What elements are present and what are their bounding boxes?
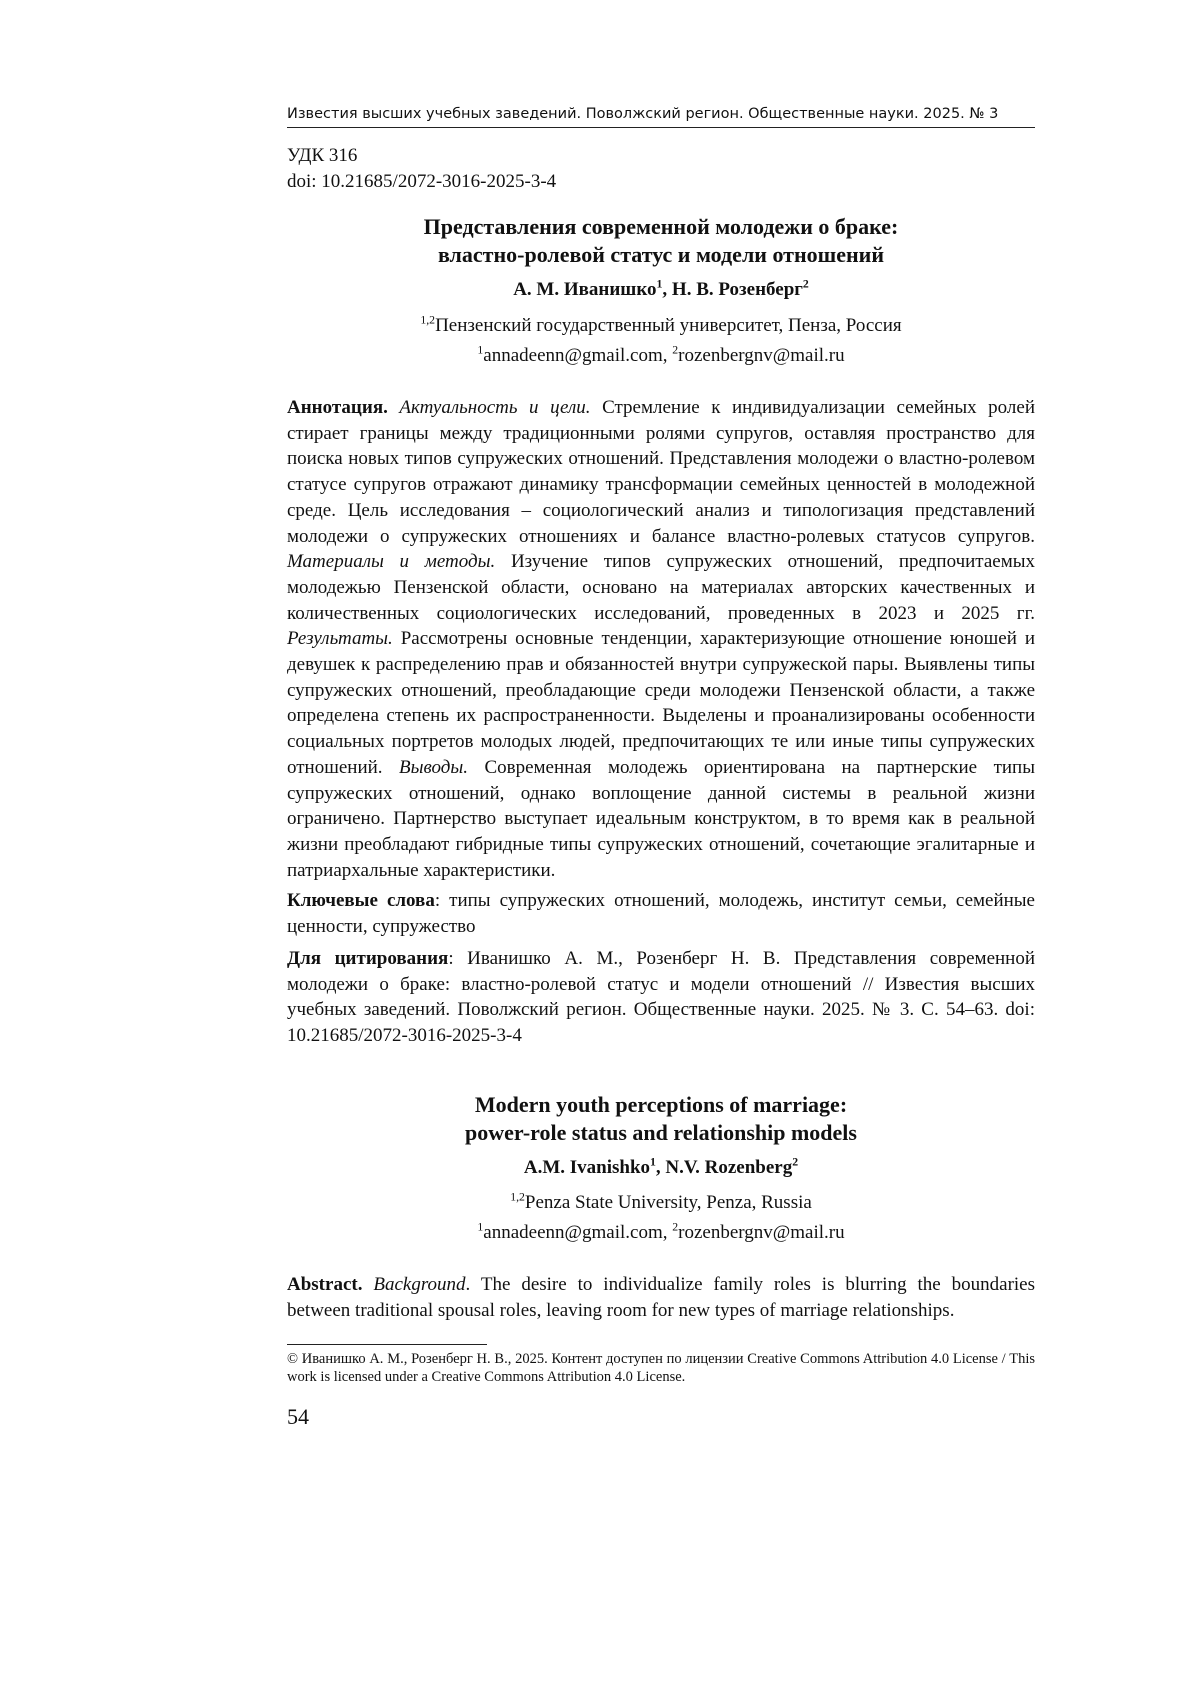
affiliation-ru-text: Пензенский государственный университет, Пенза, Россия (435, 315, 902, 336)
abstract-ru-methods-label: Материалы и методы. (287, 551, 496, 573)
author2-en: N.V. Rozenberg (665, 1157, 793, 1178)
abstract-en-label: Abstract. (287, 1274, 363, 1295)
footnote-divider (287, 1344, 487, 1345)
author2-ru-sup: 2 (802, 277, 809, 291)
abstract-ru-bg-text: Стремление к индивидуализации семейных ролей стирает границы между традиционными ролями супругов, оставляя пространство для поиска новых типов супружеских отношений. Представления молодежи о властно-ролевом статусе супругов отражают динамику трансформации семейных ценностей в молодежной среде. Цель исследования – социологический анализ и типологизация представлений молодежи о супружеских отношениях и балансе властно-ролевых статусов супругов. (287, 397, 1035, 547)
authors-en (287, 1156, 1035, 1180)
citation-ru-text: : Иванишко А. М., Розенберг Н. В. Представления современной молодежи о браке: властно-ролевой статус и модели отношений // Известия высших учебных заведений. Поволжский регион. Общественные науки. 2025. № 3. С. 54–63. doi: 10.21685/2072-3016-2025-3-4 (287, 948, 1036, 1047)
author1-ru-sup: 1 (656, 277, 663, 291)
abstract-ru-conclusions-label: Выводы. (399, 756, 468, 778)
keywords-ru-text: : типы супружеских отношений, молодежь, институт семьи, семейные ценности, супружество (287, 890, 1035, 937)
article-title-en (287, 1091, 1035, 1147)
license-footnote: © Иванишко А. М., Розенберг Н. В., 2025. Контент доступен по лицензии Creative Commons Attribution 4.0 License / This work is licensed under a Creative Commons Attribution 4.0 License. (287, 1351, 1035, 1385)
authors-ru (287, 278, 1035, 302)
keywords-ru-label: Ключевые слова (287, 890, 435, 911)
abstract-ru-conclusions-text: Современная молодежь ориентирована на партнерские типы супружеских отношений, однако воплощение данной системы в реальной жизни ограничено. Партнерство выступает идеальным конструктом, в то время как в реальной жизни преобладают гибридные типы супружеских отношений, сочетающие эгалитарные и патриархальные характеристики. (287, 756, 1035, 881)
abstract-en (287, 1272, 1035, 1323)
abstract-ru-bg-label: Актуальность и цели. (399, 397, 591, 418)
affiliation-en (287, 1188, 1035, 1218)
author1-en-sup: 1 (650, 1155, 656, 1169)
author2-ru: Н. В. Розенберг (671, 279, 803, 300)
email2-en-sup: 2 (672, 1220, 679, 1234)
emails-ru (287, 341, 1035, 371)
running-header: Известия высших учебных заведений. Поволжский регион. Общественные науки. 2025. № 3 (287, 105, 1035, 128)
title-ru-line1: Представления современной молодежи о браке: (423, 214, 899, 239)
abstract-en-bg-label: Background (373, 1274, 466, 1295)
title-en-line2: power-role status and relationship models (465, 1120, 857, 1145)
affiliation-en-text: Penza State University, Penza, Russia (524, 1192, 812, 1213)
author2-en-sup: 2 (792, 1155, 799, 1169)
doi: doi: 10.21685/2072-3016-2025-3-4 (287, 171, 557, 192)
page-number: 54 (287, 1404, 309, 1429)
author-separator-en: , (655, 1157, 666, 1178)
abstract-ru-results-text: Рассмотрены основные тенденции, характеризующие отношение юношей и девушек к распределению прав и обязанностей внутри супружеской пары. Выявлены типы супружеских отношений, преобладающие среди молодежи Пензенской области, а также определена степень их распространенности. Выделены и проанализированы особенности социальных портретов молодых людей, предпочитающих те или иные типы супружеских отношений. (287, 628, 1035, 778)
abstract-ru-results-label: Результаты. (287, 628, 393, 650)
abstract-ru (287, 395, 1035, 883)
citation-ru (287, 946, 1035, 1049)
title-en-line1: Modern youth perceptions of marriage: (474, 1092, 848, 1117)
affiliation-en-sup: 1,2 (510, 1190, 525, 1204)
author1-ru: А. М. Иванишко (513, 279, 657, 300)
author1-en: A.M. Ivanishko (523, 1157, 651, 1178)
emails-en (287, 1218, 1035, 1248)
email1-ru-sup: 1 (477, 343, 484, 357)
email2-ru-sup: 2 (672, 343, 679, 357)
abstract-ru-label: Аннотация. (287, 397, 388, 418)
article-meta (287, 143, 1035, 195)
abstract-en-text: . The desire to individualize family roles is blurring the boundaries between traditional spousal roles, leaving room for new types of marriage relationships. (287, 1274, 1035, 1321)
keywords-ru (287, 888, 1035, 939)
affiliation-ru-block (287, 311, 1035, 371)
title-ru-line2: властно-ролевой статус и модели отношений (437, 242, 885, 267)
email1-en-sup: 1 (477, 1220, 484, 1234)
citation-ru-label: Для цитирования (287, 948, 449, 969)
affiliation-ru (287, 311, 1035, 341)
affiliation-en-block (287, 1188, 1035, 1248)
email2-en: rozenbergnv@mail.ru (678, 1222, 845, 1243)
affiliation-ru-sup: 1,2 (420, 313, 436, 327)
abstract-ru-methods-text: Изучение типов супружеских отношений, предпочитаемых молодежью Пензенской области, основано на материалах авторских качественных и количественных социологических исследований, проведенных в 2023 и 2025 гг. (287, 551, 1035, 624)
author-separator-ru: , (662, 279, 672, 300)
email1-en: annadeenn@gmail.com, (483, 1222, 673, 1243)
article-title-ru (287, 213, 1035, 269)
email1-ru: annadeenn@gmail.com, (483, 345, 673, 366)
udc-code: УДК 316 (287, 145, 358, 166)
email2-ru: rozenbergnv@mail.ru (678, 345, 845, 366)
